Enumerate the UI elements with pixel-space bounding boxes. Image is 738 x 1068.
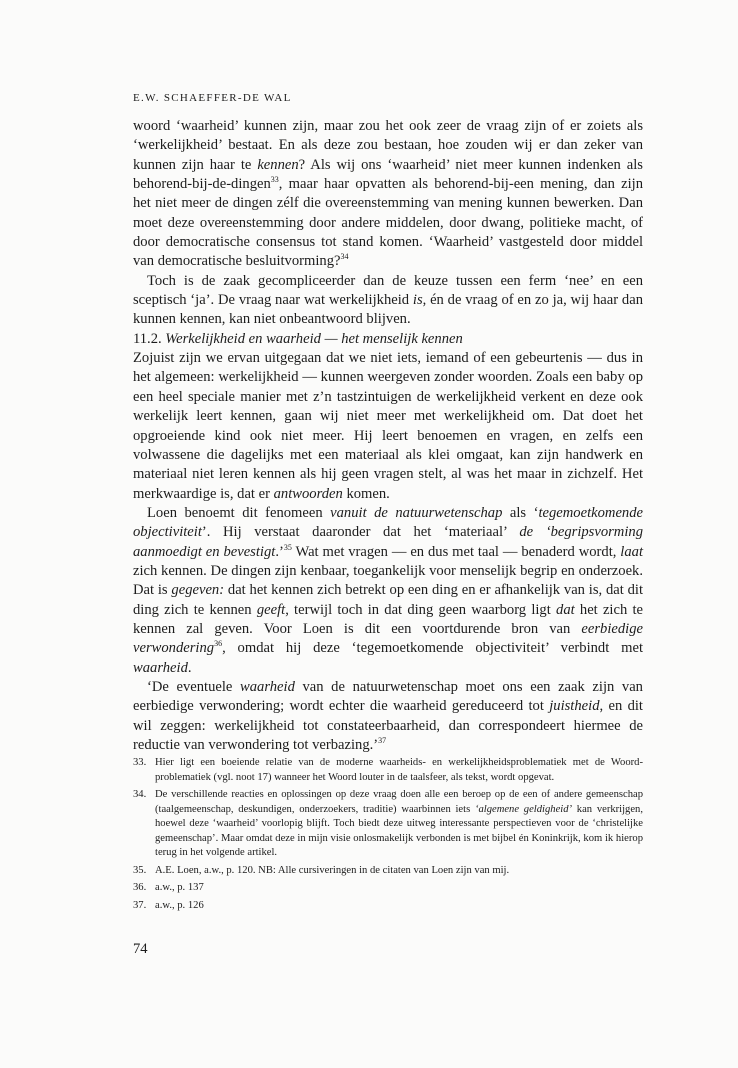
footnote-text: De verschillende reacties en oplossingen op deze vraag doen alle een beroep op de een of andere gemeenschap (taalgemeenschap, deskundigen, onderzoekers, traditie) waarbinnen iets ‘algemene geldigheid’ kan verkrijgen, hoewel deze ‘waarheid’ voorlopig blijft. Toch biedt deze uitweg interessante perspectieven voor de ‘christelijke gemeenschap’. Maar omdat deze in mijn visie onlosmakelijk verbonden is met bijbel én Koninkrijk, kom ik hierop terug in het volgende artikel. (155, 789, 644, 858)
footnote-text: a.w., p. 137 (155, 882, 204, 893)
footnote-number: 35. (133, 864, 147, 876)
footnote-number: 37. (133, 899, 147, 911)
page-number: 74 (133, 941, 148, 957)
footnote (133, 899, 643, 914)
paragraph: Zojuist zijn we ervan uitgegaan dat we niet iets, iemand of een gebeurtenis — dus in het algemeen: werkelijkheid — kunnen weergeven zonder woorden. Zoals een baby op een heel speciale manier met z’n tastzintuigen de werkelijkheid verkent en deze ook werkelijk leert kennen, gaan wij niet meer met werkelijkheid om. Dat doet het opgroeiende kind ook niet meer. Hij leert benoemen en vragen, en zelfs een volwassene die dagelijks met een materiaal als klei omgaat, kan zijn handwerk en materiaal niet leren kennen als hij geen vragen stelt, al was het maar in zichzelf. Het merkwaardige is, dat er antwoorden komen. (133, 350, 643, 502)
body-text (133, 117, 643, 755)
paragraph: Loen benoemt dit fenomeen vanuit de natuurwetenschap als ‘tegemoetkomende objectiviteit’. Hij verstaat daaronder dat het ‘materiaal’ de ‘begripsvorming aanmoedigt en bevestigt.’$^{35}$ Wat met vragen — en dus met taal — benaderd wordt, laat zich kennen. De dingen zijn kenbaar, toegankelijk voor menselijk begrip en onderzoek. Dat is gegeven: dat het kennen zich betrekt op een ding en er afhankelijk van is, dat dit ding zich te kennen geeft, terwijl toch in dat ding geen waarborg ligt dat het zich te kennen zal geven. Voor Loen is dit een voortdurende bron van eerbiedige verwondering$^{36}$, omdat hij deze ‘tegemoetkomende objectiviteit’ verbindt met waarheid. (133, 504, 643, 676)
footnote-number: 36. (133, 882, 147, 893)
footnote-number: 34. (133, 789, 147, 800)
footnote-text: A.E. Loen, a.w., p. 120. NB: Alle cursiveringen in de citaten van Loen zijn van mij. (155, 864, 510, 876)
footnote-ref[interactable]: 34 (340, 252, 349, 262)
footnote-ref[interactable]: 36 (214, 639, 223, 649)
running-head: E.W. SCHAEFFER-DE WAL (133, 92, 292, 104)
footnote (133, 864, 643, 879)
footnote (133, 788, 643, 861)
paragraph: woord ‘waarheid’ kunnen zijn, maar zou het ook zeer de vraag zijn of er zoiets als ‘werkelijkheid’ bestaat. En als deze zou bestaan, hoe zouden wij er dan zeker van kunnen zijn haar te kennen? Als wij ons ‘waarheid’ niet meer kunnen indenken als behorend-bij-de-dingen$^{33}$, maar haar opvatten als behorend-bij-een mening, dan zijn het niet meer de dingen zélf die overeenstemming van mening kunnen bewerken. Dan moet deze overeenstemming door andere middelen, door dwang, politieke macht, of door democratische consensus tot stand komen. ‘Waarheid’ vastgesteld door middel van democratische besluitvorming?$^{34}$ (133, 118, 643, 270)
block-quote: ‘De eventuele waarheid van de natuurwetenschap moet ons een zaak zijn van eerbiedige verwondering; wordt echter die waarheid gereduceerd tot juistheid, en dit wil zeggen: werkelijkheid tot constateerbaarheid, dan correspondeert hiermee de reductie van verwondering tot verbazing.’$^{37}$ (133, 678, 643, 753)
footnotes (133, 756, 643, 913)
footnote-ref[interactable]: 35 (283, 542, 292, 552)
footnote-ref[interactable]: 33 (270, 175, 279, 185)
footnote-text: a.w., p. 126 (155, 899, 204, 911)
footnote-number: 33. (133, 757, 147, 768)
footnote (133, 756, 643, 785)
footnote-text: Hier ligt een boeiende relatie van de moderne waarheids- en werkelijkheidsproblematiek met de Woord-problematiek (vgl. noot 17) wanneer het Woord louter in de taalsfeer, als tekst, wordt opgevat. (155, 757, 643, 783)
footnote-ref[interactable]: 37 (378, 736, 387, 745)
footnote (133, 881, 643, 896)
paragraph: Toch is de zaak gecompliceerder dan de keuze tussen een ferm ‘nee’ en een sceptisch ‘ja’. De vraag naar wat werkelijkheid is, én de vraag of en zo ja, wij haar dan kunnen kennen, kan niet onbeantwoord blijven. (133, 272, 644, 328)
section-heading: 11.2. Werkelijkheid en waarheid — het menselijk kennen (133, 330, 463, 347)
